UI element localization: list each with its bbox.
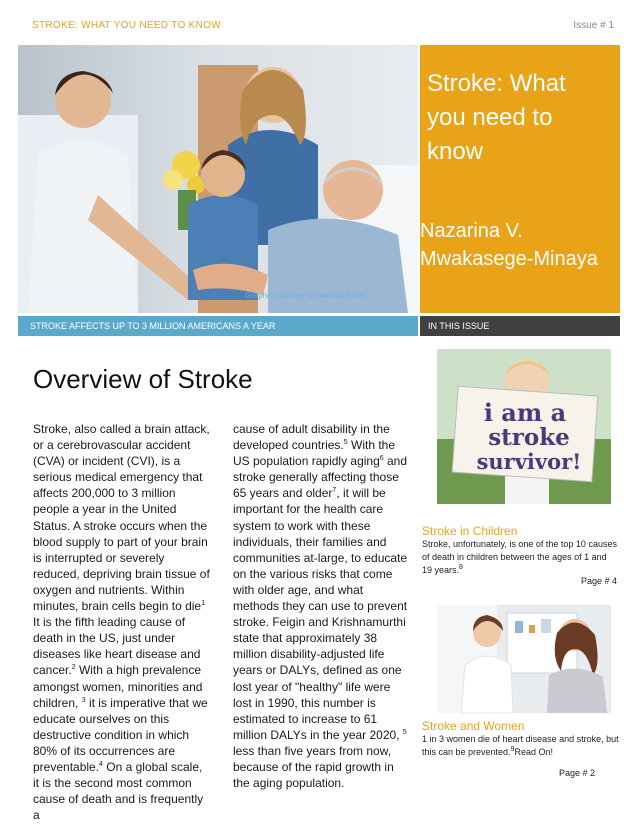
article-text: cause of adult disability in the developed countries. [233, 422, 390, 453]
article-heading: Overview of Stroke [33, 364, 253, 394]
page-link-women[interactable]: Page # 2 [559, 768, 596, 778]
citation-marker: 5 [343, 439, 348, 447]
citation-marker: 3 [81, 696, 86, 704]
doctor-patient-photo [437, 605, 611, 713]
child-sign-illustration [437, 349, 611, 504]
page-link-children[interactable]: Page # 4 [581, 576, 618, 586]
newsletter-title: Stroke: What you need to know [427, 70, 566, 165]
citation-marker: 4 [99, 760, 103, 768]
hero-photo [18, 45, 418, 313]
tagline-text: STROKE AFFECTS UP TO 3 MILLION AMERICANS A YEAR [30, 321, 276, 331]
sidebar-heading-children: Stroke in Children [422, 524, 518, 538]
sign-line-1: i am a [483, 398, 567, 427]
author-name: Nazarina V. Mwakasege-Minaya [420, 220, 598, 270]
citation-marker: 6 [379, 455, 384, 463]
in-this-issue-band [420, 316, 620, 336]
sidebar-text-children: Stroke, unfortunately, is one of the top 10 causes of death in children between the ages of 1 and 19 years.$^8$ [422, 539, 617, 575]
article-text: It is the fifth leading cause of death in the US, just under diseases like heart disease and cancer. [33, 615, 201, 678]
article-text: Stroke, also called a brain attack, or a cerebrovascular accident (CVA) or incident (CVI), is a serious medical emergency that affects 200,000 to 3 million people a year in the United Status. A stroke occurs when the blood supply to part of your brain is interrupted or severely reduced, depriving brain tissue of oxygen and nutrients. Within minutes, brain cells begin to die [33, 422, 210, 614]
article-text: With a high prevalence amongst women, minorities and children, [33, 663, 203, 710]
photo-credit: Graphic courtesy of Neuroaid.com [245, 291, 367, 300]
sidebar-heading-women: Stroke and Women [422, 719, 525, 733]
article-column-1 [33, 421, 211, 823]
article-text: On a global scale, it is the second most common cause of death and is frequently a [33, 759, 204, 823]
header-section-title: STROKE: WHAT YOU NEED TO KNOW [32, 20, 221, 31]
citation-marker: 1 [201, 600, 205, 608]
citation-marker: 7 [332, 487, 337, 495]
citation-marker: 2 [71, 664, 76, 672]
article-text: it is imperative that we educate ourselves on this destructive condition in which 80% of its occurrences are preventable. [33, 695, 208, 774]
sign-line-2: stroke [488, 424, 570, 451]
article-text: and stroke generally affecting those 65 years and older [233, 454, 408, 501]
article-text: less than five years from now, because of the rapid growth in the aging population. [233, 743, 394, 791]
doctor-patient-illustration [437, 605, 611, 713]
sidebar-text-women: 1 in 3 women die of heart disease and stroke, but this can be prevented.$^9$Read On! [422, 734, 619, 757]
title-block [420, 45, 620, 313]
issue-number: Issue # 1 [573, 20, 614, 31]
child-sign-photo [437, 349, 611, 504]
tagline-band [18, 316, 418, 336]
sign-line-3: survivor! [476, 449, 582, 474]
article-text: With the US population rapidly aging [233, 438, 396, 469]
article-text: , it will be important for the health care system to work with these individuals, their families and communities at-large, to educate on the various risks that come with older age, and what methods they can use to prevent stroke. Feigin and Krishnamurthi state that approximately 38 million disability-adjusted life years or DALYs, defined as one lost year of "healthy" life were lost in 1990, this number is estimated to increase to 61 million DALYs in the year 2020, [233, 486, 408, 742]
article-column-2 [233, 421, 409, 791]
citation-marker: 5 [402, 728, 407, 736]
in-this-issue-label: IN THIS ISSUE [428, 321, 490, 331]
hero-photo-illustration [18, 45, 418, 313]
